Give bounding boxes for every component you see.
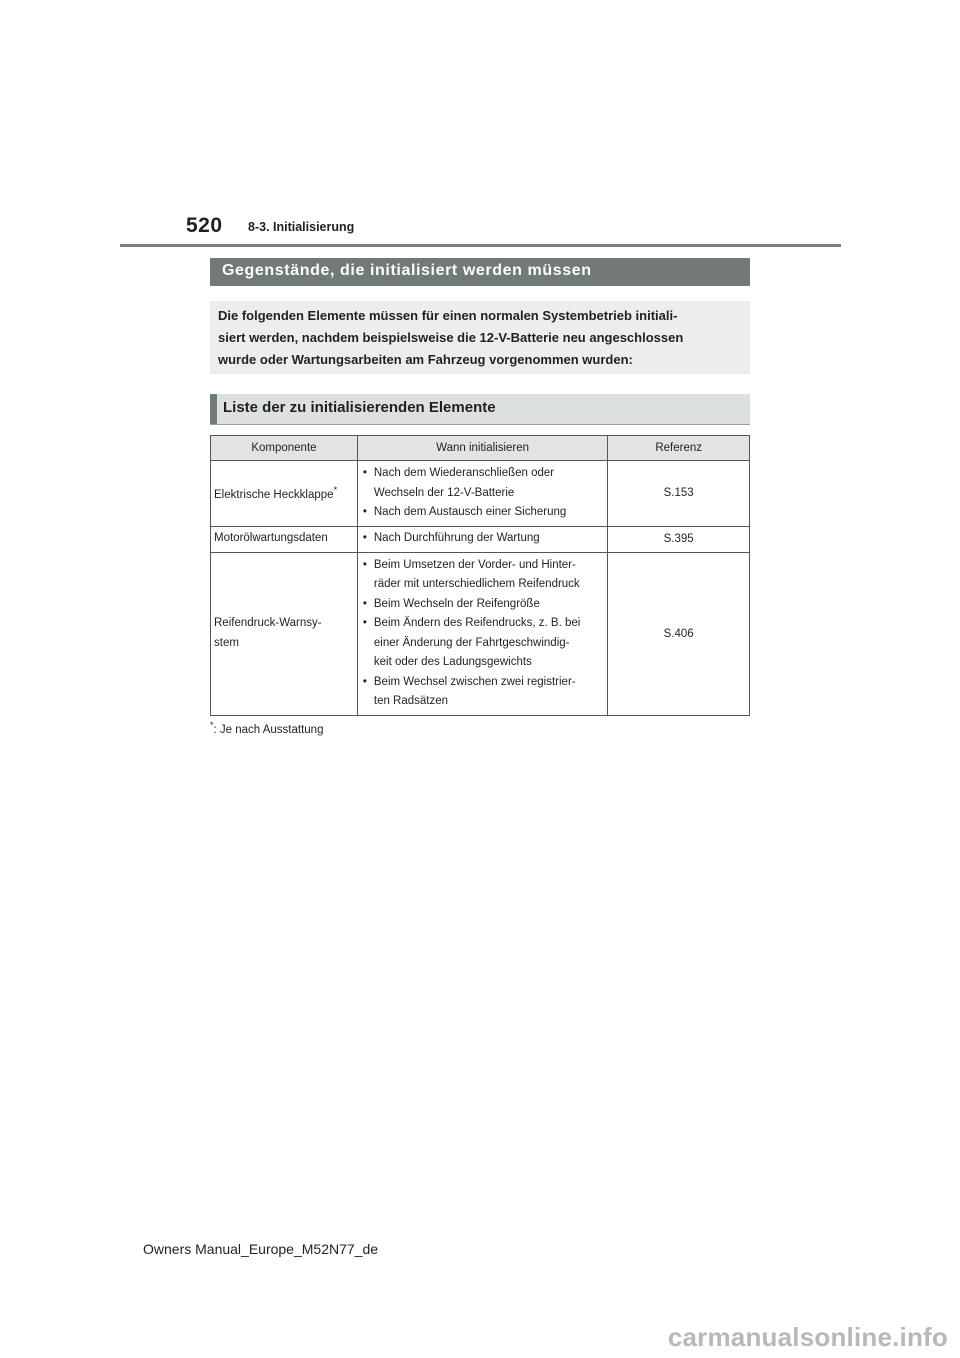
page-number: 520 [186, 214, 223, 237]
intro-line: siert werden, nachdem beispielsweise die 12-V-Batterie neu angeschlossen [218, 330, 684, 345]
component-cell [211, 461, 358, 527]
component-cell: Motorölwartungsdaten [211, 526, 358, 552]
watermark: carmanualsonline.info [667, 1322, 948, 1352]
initialization-table [210, 435, 750, 716]
when-cell [357, 461, 607, 527]
table-row [211, 552, 750, 715]
list-item: • Beim Wechsel zwischen zwei registrier- ten Radsätzen [358, 673, 607, 712]
column-header-reference: Referenz [608, 436, 750, 461]
footnote-mark: * [210, 720, 214, 730]
reference-cell: S.395 [608, 526, 750, 552]
section-title: Gegenstände, die initialisiert werden müssen [222, 262, 592, 279]
component-cell: Reifendruck-Warnsy- stem [211, 552, 358, 715]
section-reference: 8-3. Initialisierung [248, 220, 355, 234]
table-row [211, 461, 750, 527]
section-banner [210, 258, 750, 286]
reference-cell: S.406 [608, 552, 750, 715]
subheading-bar [210, 394, 750, 425]
intro-box [210, 301, 750, 374]
list-item: • Beim Ändern des Reifendrucks, z. B. bei einer Änderung der Fahrtgeschwindig- keit oder des Ladungsgewichts [358, 614, 607, 673]
document-id: Owners Manual_Europe_M52N77_de [143, 1241, 379, 1257]
intro-line: wurde oder Wartungsarbeiten am Fahrzeug vorgenommen wurden: [218, 352, 633, 367]
footnote [210, 720, 323, 736]
footnote-mark: * [333, 485, 338, 497]
list-item: • Nach dem Wiederanschließen oder Wechseln der 12-V-Batterie [358, 464, 607, 503]
when-cell [357, 526, 607, 552]
list-item: • Nach dem Austausch einer Sicherung [358, 503, 607, 523]
header-rule [120, 244, 841, 247]
column-header-component: Komponente [211, 436, 358, 461]
list-item: • Beim Umsetzen der Vorder- und Hinter- räder mit unterschiedlichem Reifendruck [358, 556, 607, 595]
table-header-row [211, 436, 750, 461]
subheading-accent [210, 394, 217, 424]
footnote-text: : Je nach Ausstattung [213, 723, 324, 736]
when-cell [357, 552, 607, 715]
list-item: • Nach Durchführung der Wartung [358, 529, 607, 549]
column-header-when: Wann initialisieren [357, 436, 607, 461]
list-item: • Beim Wechseln der Reifengröße [358, 595, 607, 615]
component-name: Elektrische Heckklappe [214, 488, 334, 501]
subheading-title: Liste der zu initialisierenden Elemente [223, 399, 496, 416]
table-row [211, 526, 750, 552]
intro-line: Die folgenden Elemente müssen für einen normalen Systembetrieb initiali- [218, 308, 678, 323]
reference-cell: S.153 [608, 461, 750, 527]
